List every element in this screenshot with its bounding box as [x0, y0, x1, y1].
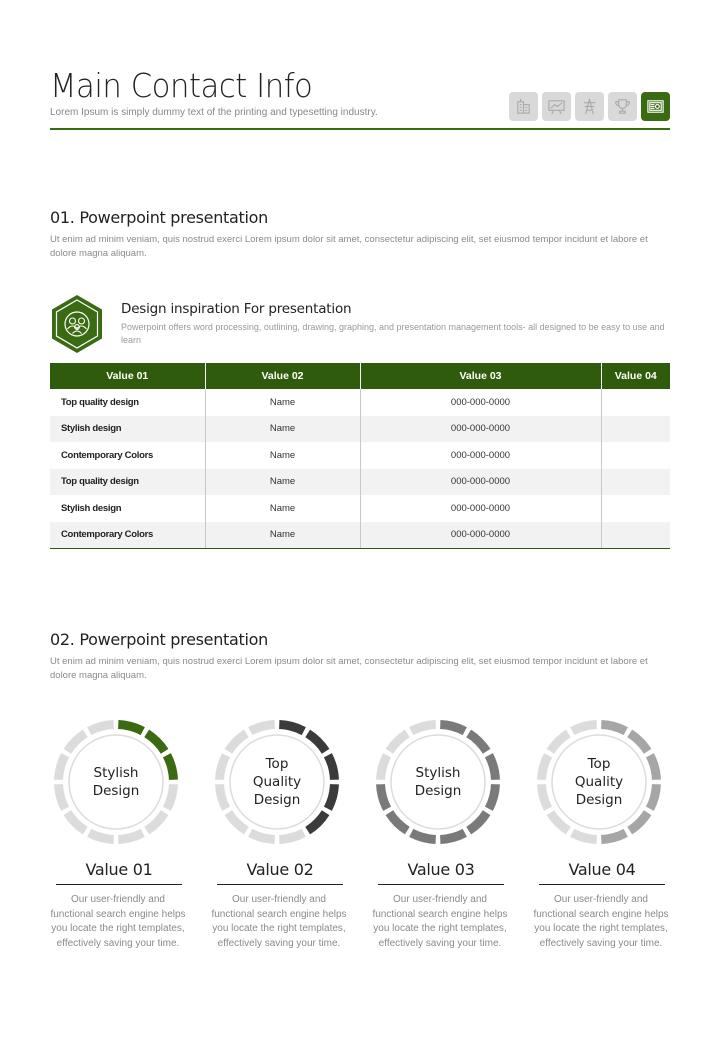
column-header: Value 01 [50, 363, 205, 389]
table-cell [601, 389, 670, 416]
page-title: Main Contact Info [50, 66, 313, 105]
section-02-text: Ut enim ad minim veniam, quis nostrud exerci Lorem ipsum dolor sit amet, consectetur adipiscing elit, set eiusmod tempor incidunt et labore et dolore magna aliquam. [50, 656, 648, 681]
section-01-title: 01. Powerpoint presentation [50, 208, 268, 227]
table-cell: 000-000-0000 [360, 389, 601, 416]
table-cell: Name [205, 495, 360, 522]
table-cell [601, 522, 670, 549]
table-cell [601, 442, 670, 469]
card-text: Our user-friendly and functional search engine helps you locate the right templates, effectively saving your time. [372, 894, 508, 949]
table-row [50, 442, 670, 469]
page-subtitle: Lorem Ipsum is simply dummy text of the printing and typesetting industry. [50, 107, 378, 118]
table-cell: 000-000-0000 [360, 416, 601, 443]
table-row [50, 389, 670, 416]
certificate-icon[interactable] [641, 92, 670, 121]
ring-label: Top Quality Design [574, 756, 624, 808]
power-tower-icon[interactable] [575, 92, 604, 121]
table-row [50, 522, 670, 549]
ring-label: Stylish Design [92, 765, 140, 799]
feature-description: Powerpoint offers word processing, outlining, drawing, graphing, and presentation management tools- all designed to be easy to use and learn [121, 322, 665, 345]
table-header-row [50, 363, 670, 389]
table-cell: 000-000-0000 [360, 522, 601, 549]
card-value: Value 04 [539, 860, 665, 885]
section-02 [50, 630, 670, 683]
table-cell: Name [205, 416, 360, 443]
table-cell: Stylish design [50, 495, 205, 522]
table-cell [601, 495, 670, 522]
section-01-text: Ut enim ad minim veniam, quis nostrud exerci Lorem ipsum dolor sit amet, consectetur adipiscing elit, set eiusmod tempor incidunt et labore et dolore magna aliquam. [50, 234, 648, 259]
page-header [50, 66, 670, 130]
table-row [50, 469, 670, 496]
table-cell: Contemporary Colors [50, 522, 205, 549]
value-cards [50, 718, 670, 978]
table-cell: 000-000-0000 [360, 469, 601, 496]
table-cell: Contemporary Colors [50, 442, 205, 469]
icon-toolbar [509, 92, 670, 121]
ring-label: Stylish Design [414, 765, 462, 799]
table-cell: 000-000-0000 [360, 495, 601, 522]
table-cell: Name [205, 389, 360, 416]
feature-block [50, 294, 670, 354]
table-cell: Name [205, 442, 360, 469]
table-cell: Top quality design [50, 389, 205, 416]
building-icon[interactable] [509, 92, 538, 121]
section-02-title: 02. Powerpoint presentation [50, 630, 268, 649]
table-cell: 000-000-0000 [360, 442, 601, 469]
column-header: Value 03 [360, 363, 601, 389]
table-cell [601, 416, 670, 443]
table-cell: Name [205, 469, 360, 496]
table-cell: Name [205, 522, 360, 549]
card-value: Value 01 [56, 860, 182, 885]
column-header: Value 02 [205, 363, 360, 389]
card-text: Our user-friendly and functional search engine helps you locate the right templates, effectively saving your time. [533, 894, 669, 949]
card-value: Value 03 [378, 860, 504, 885]
presentation-chart-icon[interactable] [542, 92, 571, 121]
team-icon [50, 294, 104, 354]
card-text: Our user-friendly and functional search engine helps you locate the right templates, effectively saving your time. [211, 894, 347, 949]
section-01 [50, 208, 670, 261]
card-value: Value 02 [217, 860, 343, 885]
table-row [50, 495, 670, 522]
column-header: Value 04 [601, 363, 670, 389]
table-cell: Stylish design [50, 416, 205, 443]
table-cell [601, 469, 670, 496]
feature-title: Design inspiration For presentation [121, 301, 352, 317]
contact-table [50, 363, 670, 549]
table-cell: Top quality design [50, 469, 205, 496]
trophy-icon[interactable] [608, 92, 637, 121]
table-row [50, 416, 670, 443]
card-text: Our user-friendly and functional search engine helps you locate the right templates, effectively saving your time. [50, 894, 186, 949]
ring-label: Top Quality Design [252, 756, 302, 808]
